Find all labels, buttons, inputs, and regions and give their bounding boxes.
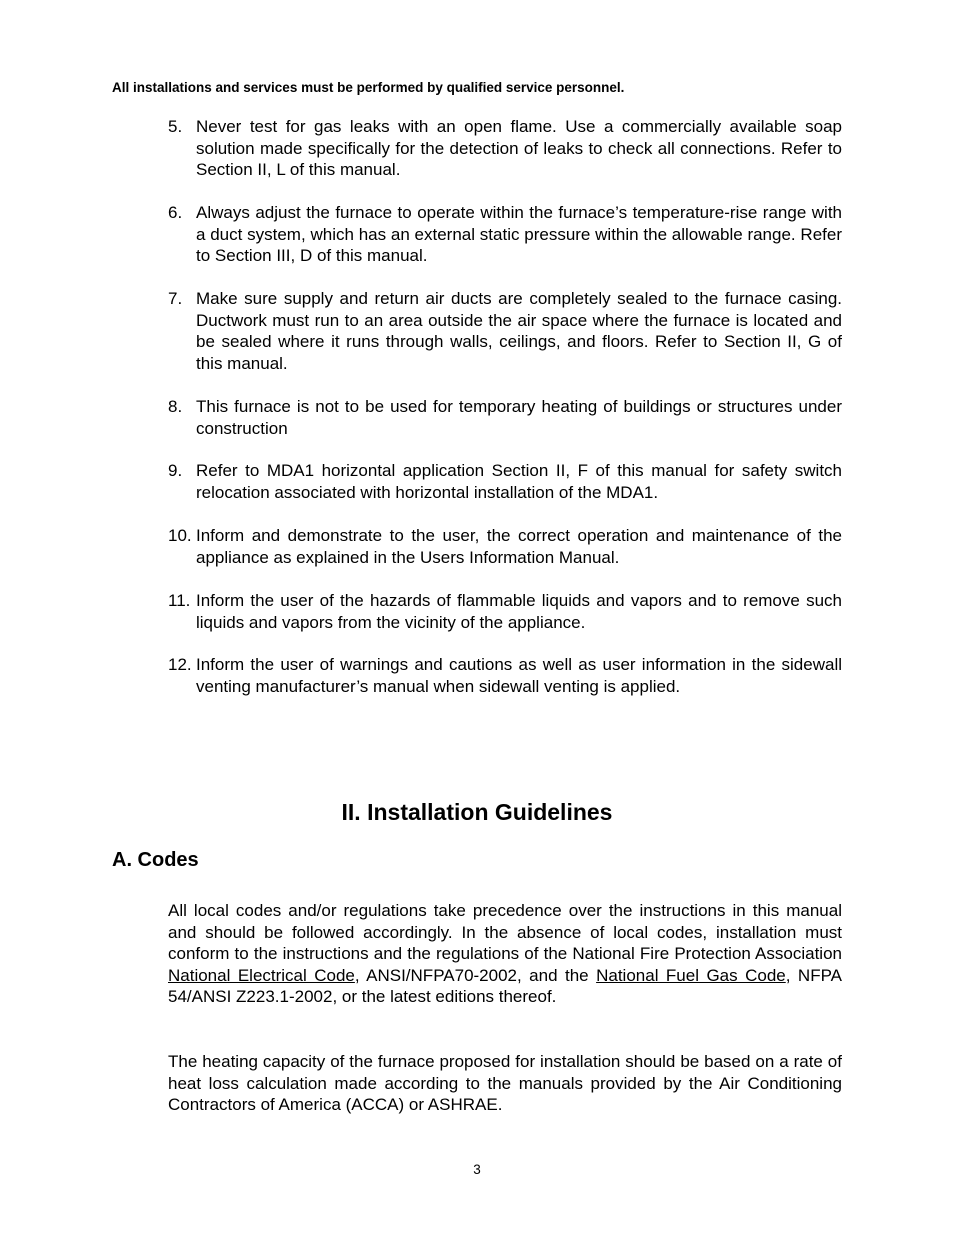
list-item	[168, 116, 842, 181]
codes-paragraph	[168, 900, 842, 1008]
list-item	[168, 288, 842, 374]
list-item-number: 8.	[168, 397, 183, 416]
subsection-title: A. Codes	[112, 849, 199, 871]
list-item-number: 10.	[168, 526, 192, 545]
list-item-number: 6.	[168, 203, 183, 222]
list-item-number: 9.	[168, 461, 183, 480]
list-item-text: Refer to MDA1 horizontal application Section II, F of this manual for safety switch relocation associated with horizontal installation of the MDA1.	[196, 461, 842, 502]
list-item-text: Inform and demonstrate to the user, the correct operation and maintenance of the appliance as explained in the Users Information Manual.	[196, 526, 842, 567]
list-item-number: 11.	[168, 591, 191, 610]
list-item-text: Never test for gas leaks with an open flame. Use a commercially available soap solution made specifically for the detection of leaks to check all connections. Refer to Section II, L of this manual.	[196, 117, 842, 180]
header-note: All installations and services must be performed by qualified service personnel.	[112, 80, 625, 95]
list-item-number: 7.	[168, 289, 183, 308]
list-item	[168, 460, 842, 503]
list-item-text: Inform the user of warnings and cautions as well as user information in the sidewall venting manufacturer’s manual when sidewall venting is applied.	[196, 655, 842, 696]
national-fuel-gas-code-reference: National Fuel Gas Code	[596, 965, 786, 985]
list-item-text: Inform the user of the hazards of flammable liquids and vapors and to remove such liquids and vapors from the vicinity of the appliance.	[196, 591, 842, 632]
paragraph-text: All local codes and/or regulations take precedence over the instructions in this manual and should be followed accordingly. In the absence of local codes, installation must conform to the instructions and the regulations of the National Fire Protection Association	[168, 901, 842, 964]
list-item-text: Make sure supply and return air ducts are completely sealed to the furnace casing. Ductwork must run to an area outside the air space where the furnace is located and be sealed where it runs through walls, ceilings, and floors. Refer to Section II, G of this manual.	[196, 289, 842, 373]
list-item	[168, 202, 842, 267]
paragraph-text: , ANSI/NFPA70-2002, and the	[354, 965, 597, 985]
page-number: 3	[473, 1162, 481, 1177]
capacity-paragraph: The heating capacity of the furnace proposed for installation should be based on a rate of heat loss calculation made according to the manuals provided by the Air Conditioning Contractors of America (ACCA) or ASHRAE.	[168, 1052, 842, 1115]
list-item-number: 5.	[168, 117, 183, 136]
list-item	[168, 590, 842, 633]
section-title: II. Installation Guidelines	[341, 799, 613, 825]
list-item-text: Always adjust the furnace to operate within the furnace’s temperature-rise range with a duct system, which has an external static pressure within the allowable range. Refer to Section III, D of this manual.	[196, 203, 842, 266]
paragraph-text: , NFPA 54/ANSI Z223.1-2002, or the latest editions thereof.	[168, 965, 842, 1007]
list-item-number: 12.	[168, 655, 192, 674]
national-electrical-code-reference: National Electrical Code	[168, 965, 355, 985]
list-item	[168, 654, 842, 697]
list-item	[168, 396, 842, 439]
list-item-text: This furnace is not to be used for temporary heating of buildings or structures under construction	[196, 397, 842, 438]
list-item	[168, 525, 842, 568]
